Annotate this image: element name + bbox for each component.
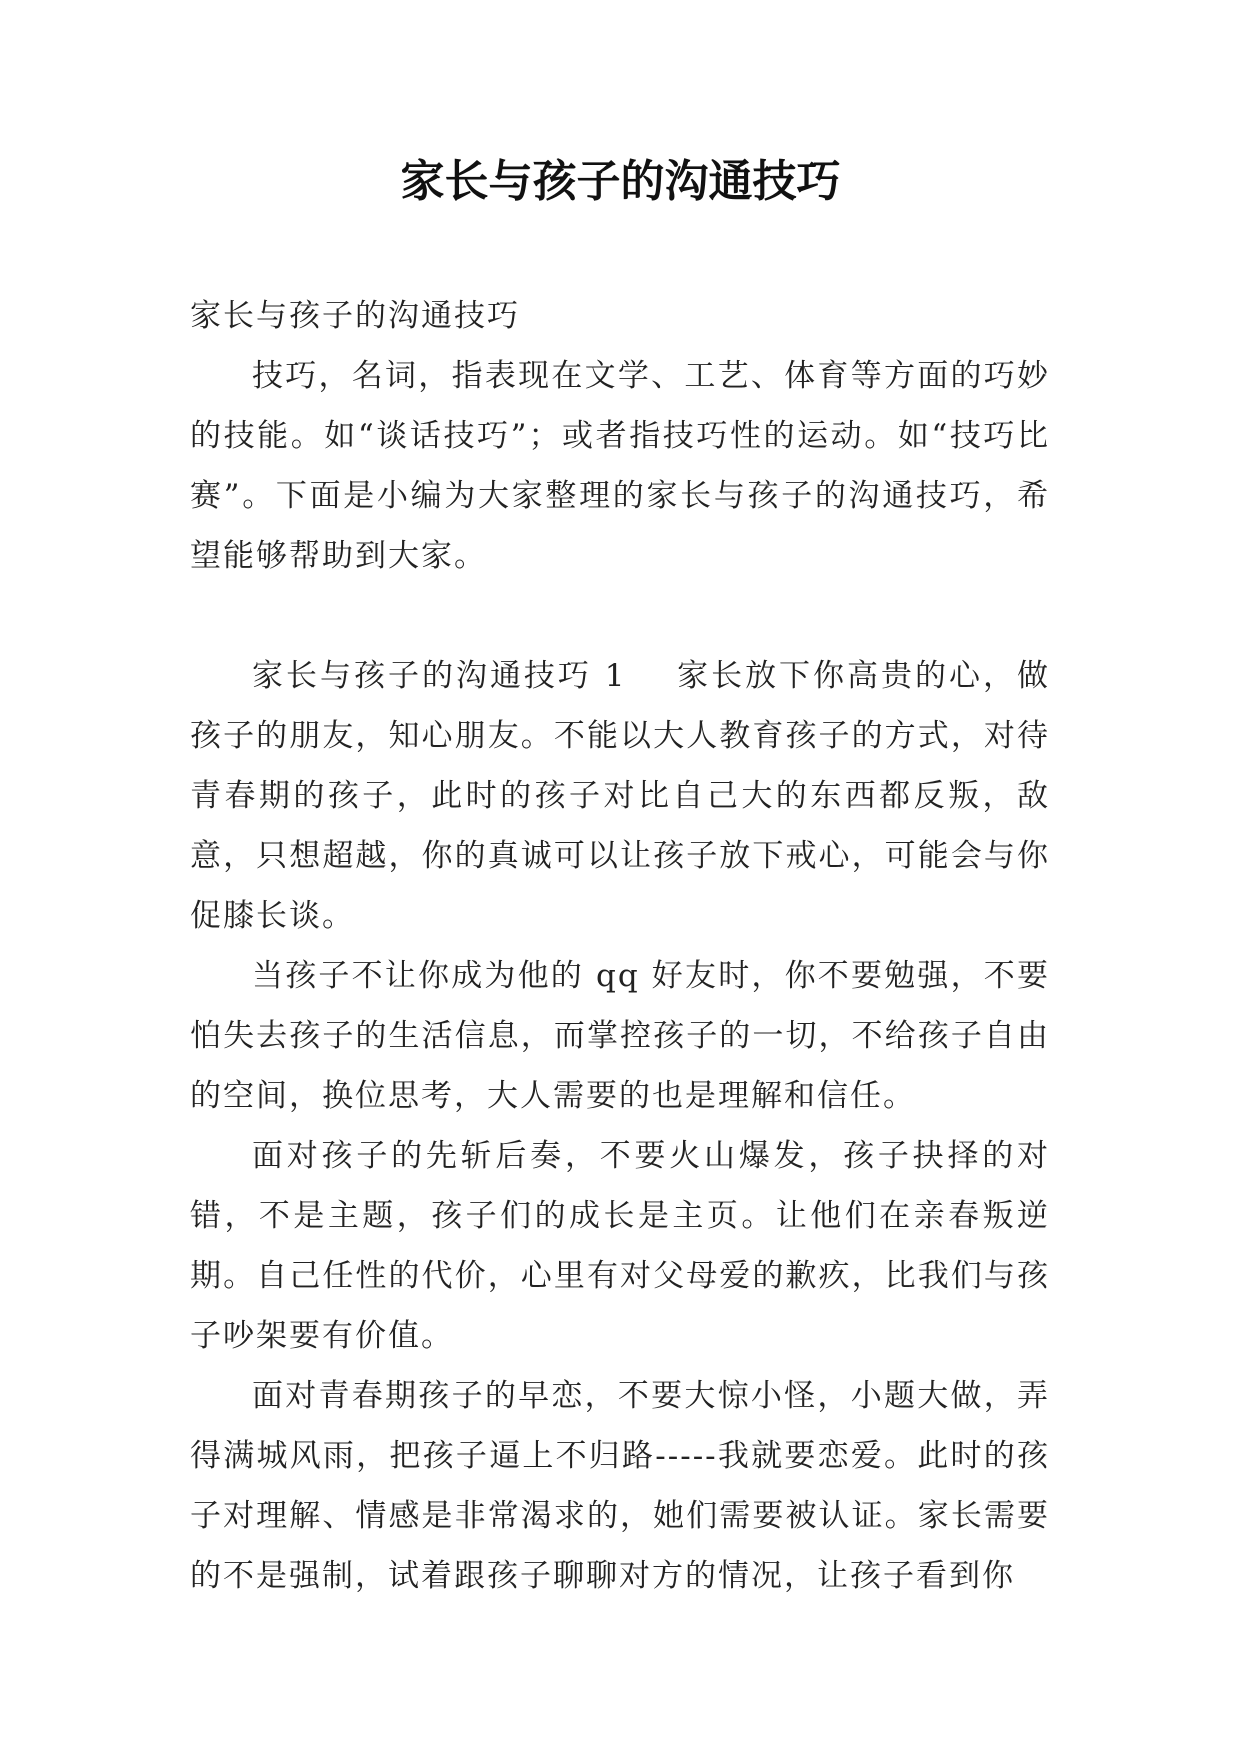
paragraph-spacer [190,586,1050,646]
section-1-paragraph-3: 面对孩子的先斩后奏，不要火山爆发，孩子抉择的对错，不是主题，孩子们的成长是主页。让他们在亲春叛逆期。自己任性的代价，心里有对父母爱的歉疚，比我们与孩子吵架要有价值。 [190,1138,1050,1354]
section-1-paragraph-4: 面对青春期孩子的早恋，不要大惊小怪，小题大做，弄得满城风雨，把孩子逼上不归路-----我就要恋爱。此时的孩子对理解、情感是非常渴求的，她们需要被认证。家长需要的不是强制，试着跟孩子聊聊对方的情况，让孩子看到你 [190,1378,1050,1594]
document-title: 家长与孩子的沟通技巧 [400,156,841,207]
section-1-first-paragraph [190,646,1050,946]
document-subtitle: 家长与孩子的沟通技巧 [190,298,520,334]
document-body [190,286,1050,1606]
intro-paragraph: 技巧，名词，指表现在文学、工艺、体育等方面的巧妙的技能。如“谈话技巧”；或者指技巧性的运动。如“技巧比赛”。下面是小编为大家整理的家长与孩子的沟通技巧，希望能够帮助到大家。 [190,358,1050,574]
section-1-heading: 家长与孩子的沟通技巧 1 [252,658,627,694]
section-1-paragraph-2: 当孩子不让你成为他的 qq 好友时，你不要勉强，不要怕失去孩子的生活信息，而掌控孩子的一切，不给孩子自由的空间，换位思考，大人需要的也是理解和信任。 [190,958,1050,1114]
section-1-first-paragraph-text: 家长放下你高贵的心，做孩子的朋友，知心朋友。不能以大人教育孩子的方式，对待青春期的孩子，此时的孩子对比自己大的东西都反叛，敌意，只想超越，你的真诚可以让孩子放下戒心，可能会与你促膝长谈。 [190,658,1051,934]
